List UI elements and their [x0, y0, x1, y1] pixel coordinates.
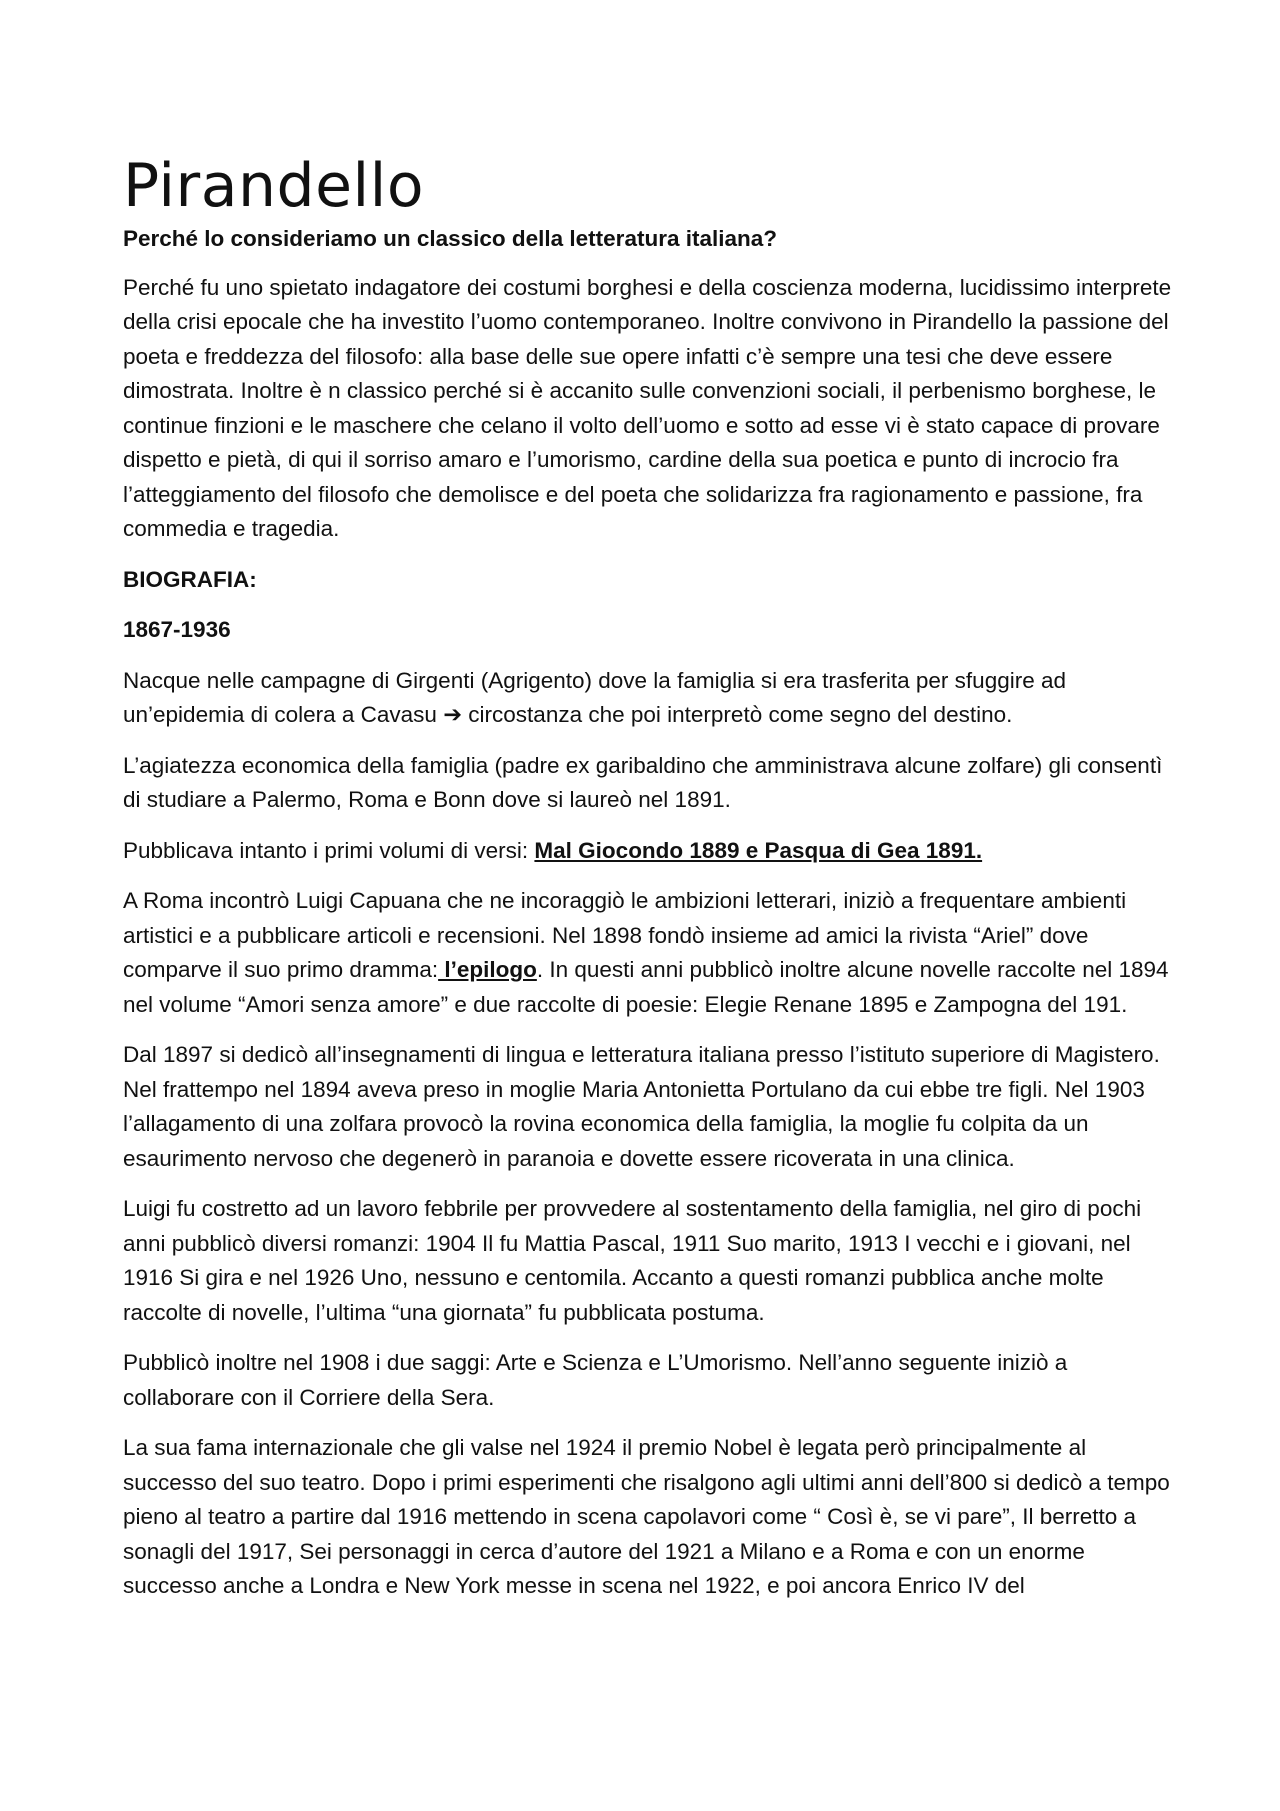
epilogo-title: l’epilogo: [438, 957, 537, 982]
life-years: 1867-1936: [123, 617, 231, 642]
rome-text-start: A Roma incontrò Luigi Capuana che ne incoraggiò le ambizioni letterari, iniziò a frequentare ambienti artistici e a pubblicare articoli e recensioni. Nel 1898 fondò insieme ad amici la rivista “Ariel” dove comparve il suo primo dramma:: [123, 888, 1127, 982]
teaching-paragraph: Dal 1897 si dedicò all’insegnamenti di lingua e letteratura italiana presso l’istituto superiore di Magistero. Nel frattempo nel 1894 aveva preso in moglie Maria Antonietta Portulano da cui ebbe tre figli. Nel 1903 l’allagamento di una zolfara provocò la rovina economica della famiglia, la moglie fu colpita da un esaurimento nervoso che degenerò in paranoia e dovette essere ricoverata in una clinica.: [123, 1042, 1160, 1171]
novels-paragraph: Luigi fu costretto ad un lavoro febbrile per provvedere al sostentamento della famiglia, nel giro di pochi anni pubblicò diversi romanzi: 1904 Il fu Mattia Pascal, 1911 Suo marito, 1913 I vecchi e i giovani, nel 1916 Si gira e nel 1926 Uno, nessuno e centomila. Accanto a questi romanzi pubblica anche molte raccolte di novelle, l’ultima “una giornata” fu pubblicata postuma.: [123, 1196, 1142, 1325]
essays-paragraph: Pubblicò inoltre nel 1908 i due saggi: Arte e Scienza e L’Umorismo. Nell’anno seguente iniziò a collaborare con il Corriere della Sera.: [123, 1350, 1068, 1410]
intro-paragraph: Perché fu uno spietato indagatore dei costumi borghesi e della coscienza moderna, lucidissimo interprete della crisi epocale che ha investito l’uomo contemporaneo. Inoltre convivono in Pirandello la passione del poeta e freddezza del filosofo: alla base delle sue opere infatti c’è sempre una tesi che deve essere dimostrata. Inoltre è n classico perché si è accanito sulle convenzioni sociali, il perbenismo borghese, le continue finzioni e le maschere che celano il volto dell’uomo e sotto ad esse vi è stato capace di provare dispetto e pietà, di qui il sorriso amaro e l’umorismo, cardine della sua poetica e punto di incrocio fra l’atteggiamento del filosofo che demolisce e del poeta che solidarizza fra ragionamento e passione, fra commedia e tragedia.: [123, 274, 1172, 541]
verses-paragraph: [123, 834, 1173, 869]
page-title: Pirandello: [123, 151, 425, 221]
rome-text-end: . In questi anni pubblicò inoltre alcune novelle raccolte nel 1894 nel volume “Amori senza amore” e due raccolte di poesie: Elegie Renane 1895 e Zampogna del 191.: [123, 957, 1169, 1017]
arrow-right-icon: ➔: [443, 702, 463, 727]
rome-paragraph: [123, 884, 1173, 1022]
verses-works: Mal Giocondo 1889 e Pasqua di Gea 1891.: [534, 837, 983, 863]
wealth-paragraph: L’agiatezza economica della famiglia (padre ex garibaldino che amministrava alcune zolfare) gli consentì di studiare a Palermo, Roma e Bonn dove si laureò nel 1891.: [123, 752, 1163, 812]
birth-paragraph: [123, 664, 1173, 733]
birth-text-end: circostanza che poi interpretò come segno del destino.: [462, 702, 1013, 727]
birth-text-start: Nacque nelle campagne di Girgenti (Agrigento) dove la famiglia si era trasferita per sfuggire ad un’epidemia di colera a Cavasu: [123, 667, 1067, 727]
biography-heading: BIOGRAFIA:: [123, 566, 257, 592]
verses-text: Pubblicava intanto i primi volumi di versi:: [123, 837, 535, 863]
document-page: [123, 150, 1173, 1620]
fame-paragraph: La sua fama internazionale che gli valse nel 1924 il premio Nobel è legata però principalmente al successo del suo teatro. Dopo i primi esperimenti che risalgono agli ultimi anni dell’800 si dedicò a tempo pieno al teatro a partire dal 1916 mettendo in scena capolavori come “ Così è, se vi pare”, Il berretto a sonagli del 1917, Sei personaggi in cerca d’autore del 1921 a Milano e a Roma e con un enorme successo anche a Londra e New York messe in scena nel 1922, e poi ancora Enrico IV del: [123, 1435, 1170, 1598]
subtitle-question: Perché lo consideriamo un classico della letteratura italiana?: [123, 226, 777, 251]
